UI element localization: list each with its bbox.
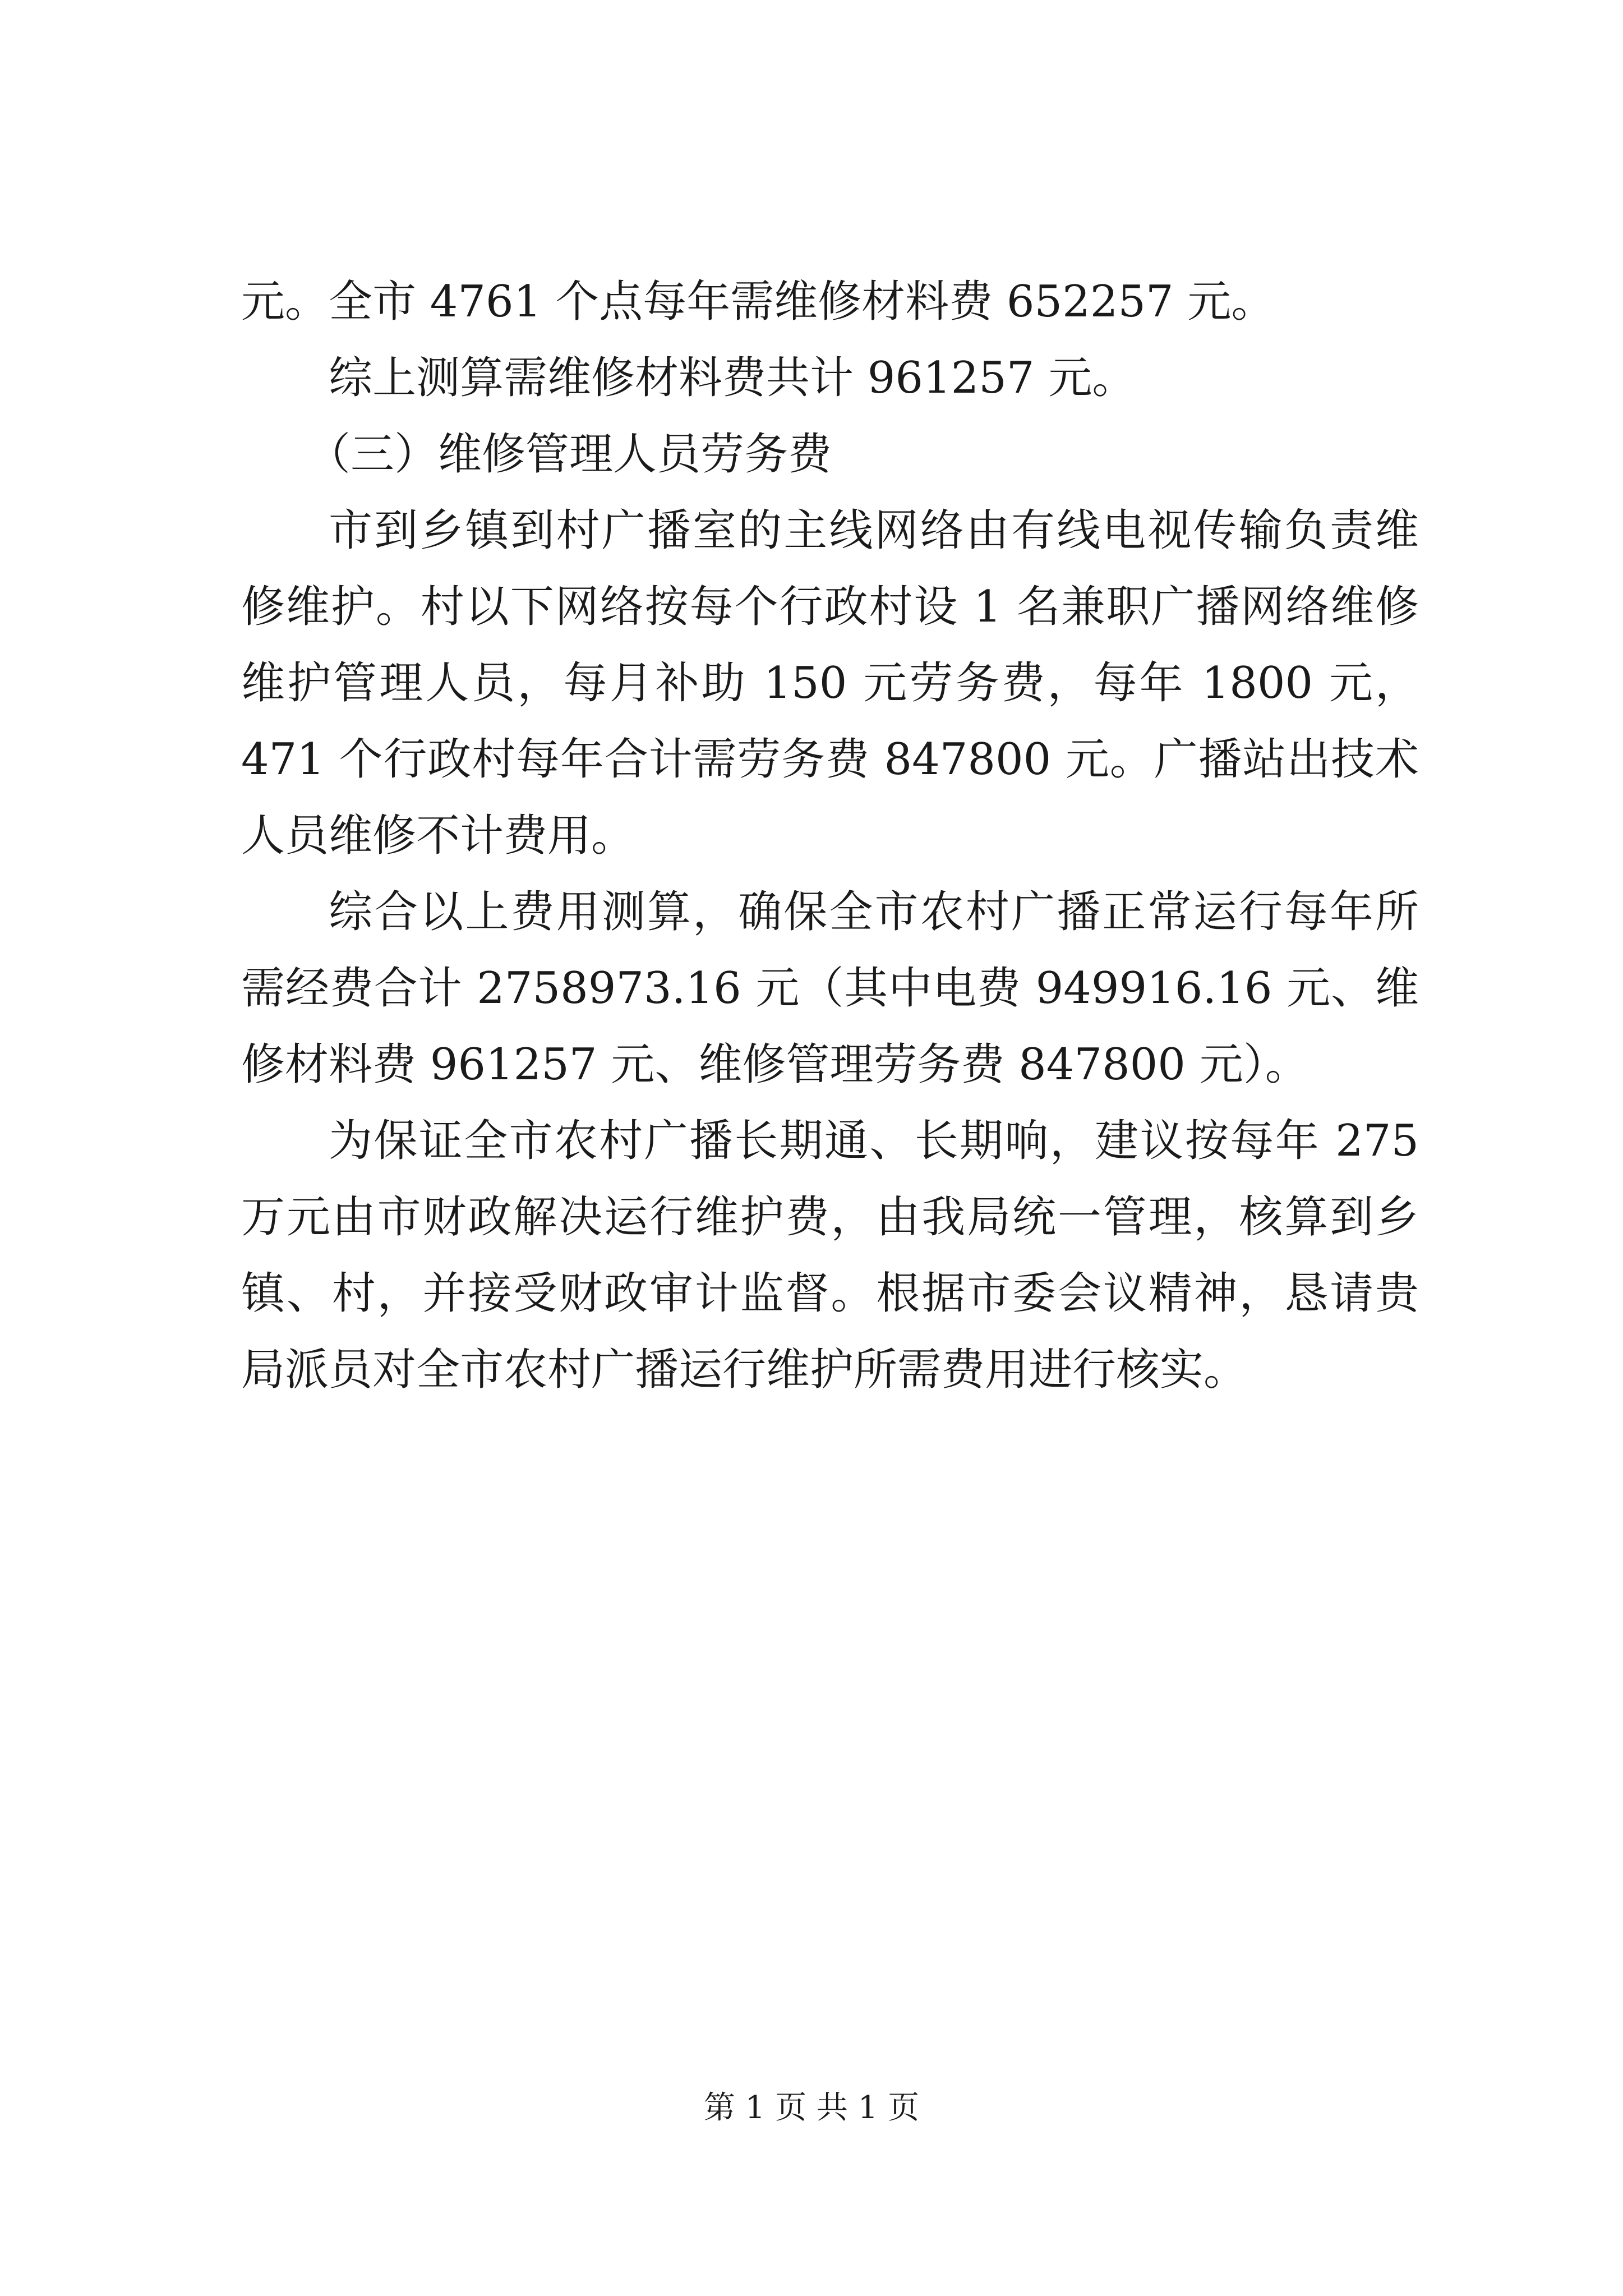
- document-body: [241, 264, 1419, 1408]
- page-indicator: 第 1 页 共 1 页: [703, 2090, 920, 2126]
- paragraph-proposal: 为保证全市农村广播长期通、长期响，建议按每年 275 万元由市财政解决运行维护费，由我局统一管理，核算到乡镇、村，并接受财政审计监督。根据市委会议精神，恳请贵局派员对全市农村广播运行维护所需费用进行核实。: [241, 1116, 1419, 1395]
- paragraph-total-cost: 综合以上费用测算，确保全市农村广播正常运行每年所需经费合计 2758973.16 元（其中电费 949916.16 元、维修材料费 961257 元、维修管理劳务费 847800 元）。: [241, 887, 1419, 1090]
- paragraph-material-cost-summary: 综上测算需维修材料费共计 961257 元。: [329, 353, 1136, 403]
- page-footer: [0, 2086, 1623, 2131]
- paragraph-material-cost-total: 元。全市 4761 个点每年需维修材料费 652257 元。: [241, 277, 1275, 327]
- paragraph-labor-cost: 市到乡镇到村广播室的主线网络由有线电视传输负责维修维护。村以下网络按每个行政村设 1 名兼职广播网络维修维护管理人员，每月补助 150 元劳务费，每年 1800 元，471 个行政村每年合计需劳务费 847800 元。广播站出技术人员维修不计费用。: [241, 505, 1419, 861]
- section-heading-labor-cost: （三）维修管理人员劳务费: [307, 429, 832, 480]
